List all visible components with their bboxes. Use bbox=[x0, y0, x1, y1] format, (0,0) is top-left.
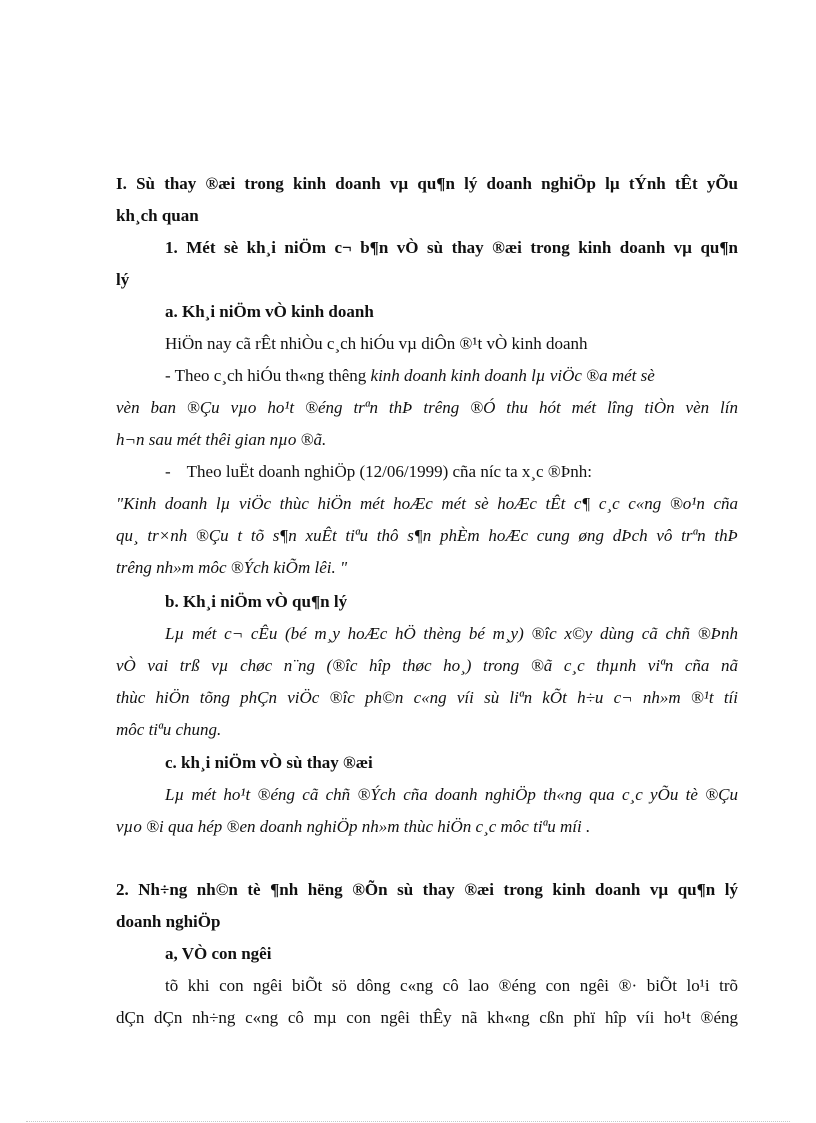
management-line3: thùc hiÖn tõng phÇn viÖc ®îc ph©n c«ng víi sù liªn kÕt h÷u c¬ nh»m ®¹t tíi bbox=[116, 688, 738, 707]
bullet1-line3: h¬n sau mét thêi gian nµo ®ã. bbox=[116, 430, 327, 449]
subsection1-heading-line1: 1. Mét sè kh¸i niÖm c¬ b¶n vÒ sù thay ®æi trong kinh doanh vµ qu¶n bbox=[165, 238, 738, 257]
people-line2: dÇn dÇn nh÷ng c«ng cô mµ con ngêi thÊy nã kh«ng cßn phï hîp víi ho¹t ®éng bbox=[116, 1008, 738, 1027]
heading-b-management-concept: b. Kh¸i niÖm vÒ qu¶n lý bbox=[165, 592, 348, 611]
bullet1-italic: kinh doanh kinh doanh lµ viÖc ®a mét sè bbox=[370, 366, 655, 385]
section2-heading-line2: doanh nghiÖp bbox=[116, 912, 221, 931]
management-line1: Lµ mét c¬ cÊu (bé m¸y hoÆc hÖ thèng bé m¸y) ®îc x©y dùng cã chñ ®Þnh bbox=[165, 624, 738, 643]
subsection1-heading-line2: lý bbox=[116, 270, 130, 289]
heading-a-people: a, VÒ con ngêi bbox=[165, 944, 272, 963]
people-line1: tõ khi con ngêi biÕt sö dông c«ng cô lao ®éng con ngêi ®· biÕt lo¹i trõ bbox=[165, 976, 738, 995]
management-line4: môc tiªu chung. bbox=[116, 720, 222, 739]
change-line1: Lµ mét ho¹t ®éng cã chñ ®Ých cña doanh nghiÖp th«ng qua c¸c yÕu tè ®Çu bbox=[165, 785, 738, 804]
bullet2-line bbox=[165, 461, 738, 483]
quote-line1: "Kinh doanh lµ viÖc thùc hiÖn mét hoÆc mét sè hoÆc tÊt c¶ c¸c c«ng ®o¹n cña bbox=[116, 494, 738, 513]
paragraph-intro: HiÖn nay cã rÊt nhiÒu c¸ch hiÓu vµ diÔn ®¹t vÒ kinh doanh bbox=[165, 334, 588, 353]
bullet1-line2: vèn ban ®Çu vµo ho¹t ®éng trªn thÞ trêng ®Ó thu hót mét lîng tiÒn vèn lín bbox=[116, 398, 738, 417]
quote-line2: qu¸ tr×nh ®Çu t tõ s¶n xuÊt tiªu thô s¶n phÈm hoÆc cung øng dÞch vô trªn thÞ bbox=[116, 526, 738, 545]
quote-line3: trêng nh»m môc ®Ých kiÕm lêi. " bbox=[116, 558, 348, 577]
bullet2-text: Theo luËt doanh nghiÖp (12/06/1999) cña níc ta x¸c ®Þnh: bbox=[186, 462, 592, 481]
heading-c-change-concept: c. kh¸i niÖm vÒ sù thay ®æi bbox=[165, 753, 373, 772]
section1-heading-line2: kh¸ch quan bbox=[116, 206, 199, 225]
management-line2: vÒ vai trß vµ chøc n¨ng (®îc hîp thøc ho¸) trong ®ã c¸c thµnh viªn cña nã bbox=[116, 656, 738, 675]
change-line2: vµo ®i qua hép ®en doanh nghiÖp nh»m thùc hiÖn c¸c môc tiªu míi . bbox=[116, 817, 591, 836]
bullet1-prefix: - Theo c¸ch hiÓu th«ng thêng bbox=[165, 366, 371, 385]
section2-heading-line1: 2. Nh÷ng nh©n tè ¶nh hëng ®Õn sù thay ®æi trong kinh doanh vµ qu¶n lý bbox=[116, 880, 738, 899]
bullet2-dash: - bbox=[165, 462, 171, 481]
section1-heading-line1: I. Sù thay ®æi trong kinh doanh vµ qu¶n lý doanh nghiÖp lµ tÝnh tÊt yÕu bbox=[116, 174, 738, 193]
bullet1-line1 bbox=[165, 365, 738, 387]
page-bottom-divider bbox=[26, 1121, 790, 1122]
heading-a-business-concept: a. Kh¸i niÖm vÒ kinh doanh bbox=[165, 302, 374, 321]
